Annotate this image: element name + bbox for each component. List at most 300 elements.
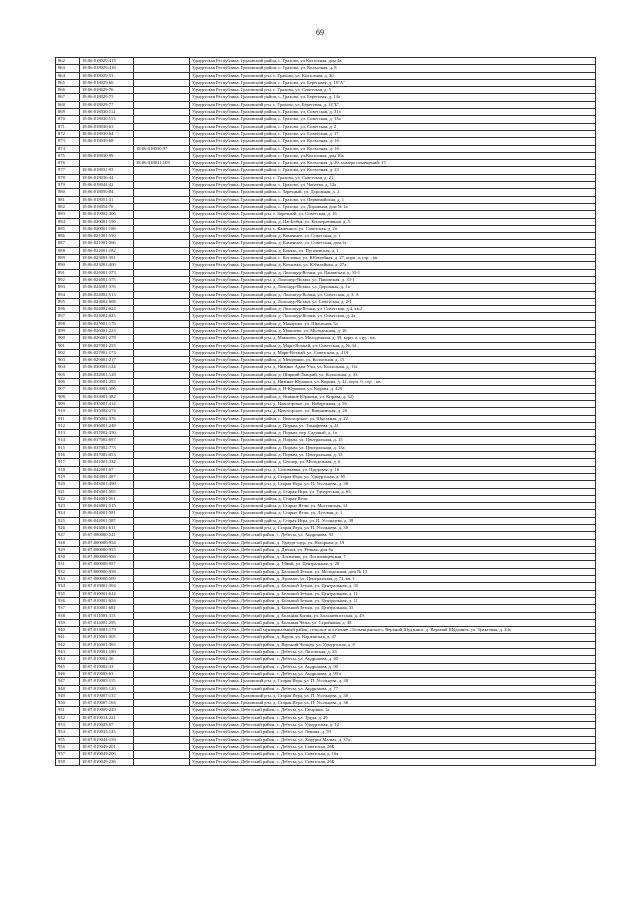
row-number-cell: 949 xyxy=(56,692,80,699)
cadastral-number-cell: 18:06:043001:487 xyxy=(80,473,134,480)
row-number-cell: 938 xyxy=(56,612,80,619)
parent-cadastral-cell xyxy=(134,65,190,72)
parent-cadastral-cell xyxy=(134,707,190,714)
address-cell: Удмуртская Республика, Дебесский район, д. Логачевщ, ул. Логачевщевская, 7 xyxy=(190,554,596,561)
table-row xyxy=(56,225,596,232)
address-cell: Удмуртская Республика, Дебесский район, с. Дебесы, ул. Советская, д. 16а xyxy=(190,751,596,758)
table-row xyxy=(56,488,596,495)
address-cell: Удмуртская Республика, Дебесский район, д. Большая Чёжа, ул. Стройкина, д. 38 xyxy=(190,619,596,626)
row-number-cell: 920 xyxy=(56,481,80,488)
cadastral-number-cell: 18:06:027001:173 xyxy=(80,349,134,356)
table-row xyxy=(56,517,596,524)
parent-cadastral-cell xyxy=(134,568,190,575)
address-cell: Удмуртская Республика, Граховский район, д. Мещеряки, ул. Колхозная, д. 15 xyxy=(190,357,596,364)
row-number-cell: 925 xyxy=(56,517,80,524)
cadastral-number-cell: 18:07:019002:30 xyxy=(80,656,134,663)
address-cell: Удмуртская Республика, Граховский район, д. Н-Юрашки, ул. Кирова, д. 42б xyxy=(190,386,596,393)
row-number-cell: 900 xyxy=(56,335,80,342)
parent-cadastral-cell xyxy=(134,743,190,750)
row-number-cell: 922 xyxy=(56,495,80,502)
table-row xyxy=(56,284,596,291)
cadastral-number-cell: 18:07:000000:954 xyxy=(80,539,134,546)
row-number-cell: 930 xyxy=(56,554,80,561)
table-row xyxy=(56,196,596,203)
table-row xyxy=(56,736,596,743)
table-row xyxy=(56,437,596,444)
table-row xyxy=(56,313,596,320)
parent-cadastral-cell xyxy=(134,408,190,415)
table-row xyxy=(56,634,596,641)
parent-cadastral-cell xyxy=(134,233,190,240)
row-number-cell: 915 xyxy=(56,444,80,451)
parent-cadastral-cell: 18:06:018030:97 xyxy=(134,145,190,152)
table-row xyxy=(56,393,596,400)
row-number-cell: 870 xyxy=(56,116,80,123)
row-number-cell: 945 xyxy=(56,663,80,670)
cadastral-number-cell: 18:06:043001:505 xyxy=(80,488,134,495)
address-cell: Удмуртская Республика, Дебесский район, с. Дебесы, ул. Советская, 26Б xyxy=(190,743,596,750)
table-row xyxy=(56,743,596,750)
table-row xyxy=(56,700,596,707)
parent-cadastral-cell xyxy=(134,583,190,590)
table-row xyxy=(56,568,596,575)
cadastral-number-cell: 18:07:019003:63 xyxy=(80,670,134,677)
address-cell: Удмуртская Республика, Граховский район, с. Грахово, ул. Колхозная, д. 20, номера помещений: 15 xyxy=(190,160,596,167)
table-row xyxy=(56,430,596,437)
row-number-cell: 881 xyxy=(56,196,80,203)
row-number-cell: 918 xyxy=(56,466,80,473)
row-number-cell: 919 xyxy=(56,473,80,480)
parent-cadastral-cell xyxy=(134,284,190,291)
table-row xyxy=(56,189,596,196)
row-number-cell: 891 xyxy=(56,269,80,276)
table-row xyxy=(56,627,596,634)
address-cell: Удмуртская Республика, Граховский р-н, с. Грахово, ул. Советская, д. 21 xyxy=(190,174,596,181)
table-row xyxy=(56,276,596,283)
parent-cadastral-cell xyxy=(134,415,190,422)
table-row xyxy=(56,182,596,189)
cadastral-number-cell: 18:07:019002:33 xyxy=(80,663,134,670)
cadastral-number-cell: 18:06:035002:274 xyxy=(80,408,134,415)
parent-cadastral-cell xyxy=(134,722,190,729)
cadastral-number-cell xyxy=(80,160,134,167)
cadastral-number-cell: 18:06:024002:608 xyxy=(80,298,134,305)
parent-cadastral-cell xyxy=(134,430,190,437)
parent-cadastral-cell xyxy=(134,276,190,283)
parent-cadastral-cell xyxy=(134,240,190,247)
table-row xyxy=(56,371,596,378)
row-number-cell: 907 xyxy=(56,386,80,393)
parent-cadastral-cell xyxy=(134,379,190,386)
address-cell: Удмуртская Республика, Граховский р-н, с. Грахово, ул. Береговая, д. 14"Б" xyxy=(190,101,596,108)
cadastral-number-cell: 18:06:035002:376 xyxy=(80,415,134,422)
parent-cadastral-cell xyxy=(134,306,190,313)
table-row xyxy=(56,590,596,597)
address-cell: Удмуртская Республика, Граховский район, д. Макарово, ул. Школьная, 3а xyxy=(190,320,596,327)
parent-cadastral-cell xyxy=(134,349,190,356)
address-cell: Удмуртская Республика, Дебесский район, с. Дебесы, ул. Удмуртская, д. 12 xyxy=(190,722,596,729)
registry-table xyxy=(55,57,596,766)
cadastral-number-cell: 18:07:019049:236 xyxy=(80,758,134,765)
address-cell: Удмуртская Республика, Граховский район, д. Каменное, ул. Советская, д. 1 xyxy=(190,233,596,240)
row-number-cell: 958 xyxy=(56,758,80,765)
table-row xyxy=(56,422,596,429)
table-row xyxy=(56,466,596,473)
cadastral-number-cell: 18:06:018029:53 xyxy=(80,72,134,79)
address-cell: Удмуртская Республика, Граховский район, д. Мари-Возжай, ул. Советская, д. № 34 xyxy=(190,342,596,349)
parent-cadastral-cell xyxy=(134,495,190,502)
parent-cadastral-cell xyxy=(134,758,190,765)
cadastral-number-cell: 18:06:020001:190 xyxy=(80,218,134,225)
cadastral-number-cell: 18:06:019002:306 xyxy=(80,211,134,218)
parent-cadastral-cell xyxy=(134,386,190,393)
parent-cadastral-cell xyxy=(134,641,190,648)
cadastral-number-cell: 18:07:000000:541 xyxy=(80,532,134,539)
row-number-cell: 906 xyxy=(56,379,80,386)
parent-cadastral-cell xyxy=(134,481,190,488)
page-number: 69 xyxy=(316,28,324,37)
row-number-cell: 898 xyxy=(56,320,80,327)
cadastral-number-cell: 18:06:018036:44 xyxy=(80,174,134,181)
parent-cadastral-cell xyxy=(134,678,190,685)
row-number-cell: 887 xyxy=(56,240,80,247)
cadastral-number-cell: 18:07:019007:163 xyxy=(80,700,134,707)
parent-cadastral-cell xyxy=(134,313,190,320)
table-row xyxy=(56,349,596,356)
cadastral-number-cell: 18:06:033001:293 xyxy=(80,379,134,386)
table-row xyxy=(56,298,596,305)
table-row xyxy=(56,576,596,583)
cadastral-number-cell: 18:06:022001:182 xyxy=(80,247,134,254)
cadastral-number-cell: 18:07:019025:97 xyxy=(80,722,134,729)
parent-cadastral-cell xyxy=(134,152,190,159)
parent-cadastral-cell xyxy=(134,692,190,699)
parent-cadastral-cell xyxy=(134,109,190,116)
parent-cadastral-cell xyxy=(134,422,190,429)
row-number-cell: 895 xyxy=(56,298,80,305)
row-number-cell: 889 xyxy=(56,255,80,262)
address-cell: Удмуртская Республика, Дебесский район, с. Дебесы, ул. Советская, 26Б xyxy=(190,758,596,765)
parent-cadastral-cell xyxy=(134,364,190,371)
cadastral-number-cell: 18:06:024001:375 xyxy=(80,276,134,283)
parent-cadastral-cell xyxy=(134,751,190,758)
row-number-cell: 929 xyxy=(56,546,80,553)
cadastral-number-cell: 18:07:010001:614 xyxy=(80,590,134,597)
cadastral-number-cell: 18:06:018030:68 xyxy=(80,138,134,145)
parent-cadastral-cell xyxy=(134,525,190,532)
cadastral-number-cell: 18:06:030001:124 xyxy=(80,364,134,371)
address-cell: Удмуртская Республика, Граховский район, д. Ширкий Лъюрий, ул. Колхозная, д. 33 xyxy=(190,371,596,378)
address-cell: Удмуртская Республика, Граховский район, с. Грахово, ул. Советская, д. 17 xyxy=(190,130,596,137)
row-number-cell: 882 xyxy=(56,203,80,210)
address-cell: Удмуртская Республика, Граховский р-н, д. Нижние Адам-Учи, ул. Колхозная, д. 11а xyxy=(190,364,596,371)
table-row xyxy=(56,400,596,407)
table-row xyxy=(56,269,596,276)
cadastral-number-cell: 18:06:026001:278 xyxy=(80,335,134,342)
address-cell: Удмуртская Республика, Граховский р-н, д. Старая Игра, ул. П. Усольцева, д. 38 xyxy=(190,700,596,707)
parent-cadastral-cell xyxy=(134,546,190,553)
parent-cadastral-cell xyxy=(134,79,190,86)
address-cell: Удмуртская Республика, Дебесский район, с. Дебесы, ул. Литовская, д. 23 xyxy=(190,649,596,656)
cadastral-number-cell: 18:06:018029:66 xyxy=(80,79,134,86)
table-row xyxy=(56,203,596,210)
row-number-cell: 936 xyxy=(56,597,80,604)
row-number-cell: 951 xyxy=(56,707,80,714)
cadastral-number-cell: 18:07:019049:201 xyxy=(80,743,134,750)
table-row xyxy=(56,101,596,108)
cadastral-number-cell: 18:06:044001:515 xyxy=(80,503,134,510)
table-row xyxy=(56,211,596,218)
row-number-cell: 879 xyxy=(56,182,80,189)
row-number-cell: 928 xyxy=(56,539,80,546)
row-number-cell: 955 xyxy=(56,736,80,743)
parent-cadastral-cell xyxy=(134,116,190,123)
row-number-cell: 957 xyxy=(56,751,80,758)
parent-cadastral-cell xyxy=(134,255,190,262)
address-cell: Удмуртская Республика, Граховский район, д. Порым, ул. Центральная, д. 15 xyxy=(190,437,596,444)
address-cell: Удмуртская Республика, Граховский район, д. Конязь, ул. Пугачевская, д. 1 xyxy=(190,247,596,254)
parent-cadastral-cell xyxy=(134,532,190,539)
parent-cadastral-cell xyxy=(134,627,190,634)
address-cell: Удмуртская Республика, Граховский район, с. Грахово, ул. Береговая, д. 14а xyxy=(190,94,596,101)
row-number-cell: 894 xyxy=(56,291,80,298)
cadastral-number-cell: 18:06:018051:31 xyxy=(80,196,134,203)
parent-cadastral-cell xyxy=(134,203,190,210)
address-cell: Удмуртская Республика, Граховский р-н, с. Грахово, ул. Советская, д. 5 xyxy=(190,87,596,94)
parent-cadastral-cell xyxy=(134,291,190,298)
parent-cadastral-cell xyxy=(134,167,190,174)
address-cell: Удмуртская Республика, Граховский район, с. Грахово, ул. Колхозная, д. 23 xyxy=(190,167,596,174)
row-number-cell: 869 xyxy=(56,109,80,116)
address-cell: Удмуртская Республика, Дебесский район, д. Удмурт-шур, ул. Нагорная, д. 19 xyxy=(190,539,596,546)
table-row xyxy=(56,342,596,349)
parent-cadastral-cell xyxy=(134,619,190,626)
table-row xyxy=(56,539,596,546)
address-cell: Удмуртская Республика, Граховский район, с. Грахово, ул. Колхозная, д. 16 xyxy=(190,138,596,145)
address-cell: Удмуртская Республика, Граховский район, с. Грахово, ул. Колхозная, д. 8 xyxy=(190,65,596,72)
parent-cadastral-cell xyxy=(134,393,190,400)
row-number-cell: 952 xyxy=(56,714,80,721)
table-row xyxy=(56,619,596,626)
row-number-cell: 886 xyxy=(56,233,80,240)
parent-cadastral-cell xyxy=(134,189,190,196)
table-row xyxy=(56,473,596,480)
table-row xyxy=(56,123,596,130)
address-cell: Удмуртская Республика, Граховский район, д. Порым, ул. Центральная, д. 13а xyxy=(190,444,596,451)
row-number-cell: 866 xyxy=(56,87,80,94)
parent-cadastral-cell xyxy=(134,94,190,101)
address-cell: Удмуртская Республика, Граховский район, д. Сеппер, ул. Молодежная, д. 6 xyxy=(190,459,596,466)
row-number-cell: 950 xyxy=(56,700,80,707)
cadastral-number-cell: 18:07:019009:229 xyxy=(80,707,134,714)
address-cell: Удмуртская Республика, Граховский район, д. Старая Игра, ул. П. Усольцева, д. 38 xyxy=(190,517,596,524)
cadastral-number-cell: 18:06:041001:332 xyxy=(80,459,134,466)
cadastral-number-cell: 18:06:044001:561 xyxy=(80,495,134,502)
table-row xyxy=(56,444,596,451)
address-cell: Удмуртская Республика, Дебесский район, с. Дебесы, ул. Андронова, 93 xyxy=(190,532,596,539)
cadastral-number-cell: 18:06:033001:306 xyxy=(80,386,134,393)
table-row xyxy=(56,145,596,152)
parent-cadastral-cell xyxy=(134,182,190,189)
parent-cadastral-cell xyxy=(134,298,190,305)
address-cell: Удмуртская Республика, Граховский район, д. Лолошур-Возжи, ул. Советская, д.4, кв.2 xyxy=(190,306,596,313)
table-row xyxy=(56,532,596,539)
address-cell: Удмуртская Республика, Граховский р-н, д. Нижние Юрашки, ул. Кирова, д. 42, корп. б, стр. , кв. xyxy=(190,379,596,386)
parent-cadastral-cell xyxy=(134,736,190,743)
row-number-cell: 932 xyxy=(56,568,80,575)
cadastral-number-cell: 18:06:037002:773 xyxy=(80,444,134,451)
row-number-cell: 954 xyxy=(56,729,80,736)
table-row xyxy=(56,452,596,459)
row-number-cell: 916 xyxy=(56,452,80,459)
cadastral-number-cell: 18:06:037002:350 xyxy=(80,430,134,437)
cadastral-number-cell: 18:07:019001:180 xyxy=(80,649,134,656)
address-cell: Удмуртская Республика, Граховский р-н, с. Заречный, ул. Советская, д. 16 xyxy=(190,211,596,218)
table-row xyxy=(56,692,596,699)
table-row xyxy=(56,663,596,670)
table-row xyxy=(56,357,596,364)
address-cell: Удмуртская Республика, Граховский район, д. Иж-Бобья, ул. Кооперативная, д. 5 xyxy=(190,218,596,225)
table-row xyxy=(56,320,596,327)
parent-cadastral-cell xyxy=(134,437,190,444)
cadastral-number-cell: 18:06:018029:418 xyxy=(80,65,134,72)
row-number-cell: 896 xyxy=(56,306,80,313)
cadastral-number-cell: 18:07:019007:137 xyxy=(80,692,134,699)
table-row xyxy=(56,291,596,298)
table-row xyxy=(56,240,596,247)
address-cell: Удмуртская Республика, Граховский район, д. Лолошур-Возжи, ул. Советская, д. 2а xyxy=(190,313,596,320)
address-cell: Удмуртская Республика, Граховский район, д. Старые Ятчи, ул. Луговая, д. 1 xyxy=(190,510,596,517)
table-row xyxy=(56,174,596,181)
address-cell: Удмуртская Республика, Граховский р-н, д. Новогорское, ул. Набережная, д. 56 xyxy=(190,400,596,407)
address-cell: Удмуртская Республика, Граховский район, д. Котловка, ул. Юбилейная, д. 27а xyxy=(190,262,596,269)
row-number-cell: 926 xyxy=(56,525,80,532)
address-cell: Удмуртская Республика, Граховский район, д. Порым, ул. Тимофеева, д. 41 xyxy=(190,422,596,429)
table-row xyxy=(56,495,596,502)
parent-cadastral-cell xyxy=(134,605,190,612)
table-row xyxy=(56,758,596,765)
row-number-cell: 941 xyxy=(56,634,80,641)
row-number-cell: 924 xyxy=(56,510,80,517)
cadastral-number-cell: 18:06:024001:376 xyxy=(80,284,134,291)
parent-cadastral-cell xyxy=(134,554,190,561)
table-row xyxy=(56,306,596,313)
parent-cadastral-cell xyxy=(134,72,190,79)
address-cell: Удмуртская Республика, Дебесский район, с. Дебесы, ул. Андронова, д. 40 xyxy=(190,656,596,663)
parent-cadastral-cell xyxy=(134,517,190,524)
parent-cadastral-cell xyxy=(134,335,190,342)
parent-cadastral-cell xyxy=(134,327,190,334)
address-cell: Удмуртская Республика, Граховский р-н, д. Старая Игра, ул. П. Усольцева, д. 38 xyxy=(190,692,596,699)
parent-cadastral-cell xyxy=(134,269,190,276)
table-row xyxy=(56,678,596,685)
parent-cadastral-cell xyxy=(134,597,190,604)
row-number-cell: 899 xyxy=(56,327,80,334)
row-number-cell: 884 xyxy=(56,218,80,225)
table-row xyxy=(56,65,596,72)
parent-cadastral-cell xyxy=(134,357,190,364)
cadastral-number-cell: 18:06:024002:513 xyxy=(80,291,134,298)
cadastral-number-cell: 18:06:018029:75 xyxy=(80,94,134,101)
parent-cadastral-cell xyxy=(134,211,190,218)
address-cell: Удмуртская Республика, Граховский район, д. Старая Игра, ул. Удмуртская, д. 65 xyxy=(190,488,596,495)
row-number-cell: 872 xyxy=(56,130,80,137)
parent-cadastral-cell xyxy=(134,218,190,225)
address-cell: Удмуртская Республика, Дебесский район, д. Уйвай, ул. Центральная, д. 28 xyxy=(190,561,596,568)
table-row xyxy=(56,364,596,371)
table-row xyxy=(56,87,596,94)
table-row xyxy=(56,685,596,692)
parent-cadastral-cell xyxy=(134,576,190,583)
table-row xyxy=(56,160,596,167)
address-cell: Удмуртская Республика, Граховский район, д. Старая Ятчи xyxy=(190,495,596,502)
row-number-cell: 953 xyxy=(56,722,80,729)
address-cell: Удмуртская Республика, Граховский район, с. Грахово, ул. Советская, д. 31а xyxy=(190,109,596,116)
row-number-cell: 875 xyxy=(56,152,80,159)
row-number-cell: 912 xyxy=(56,422,80,429)
parent-cadastral-cell xyxy=(134,400,190,407)
table-row xyxy=(56,58,596,65)
address-cell: Удмуртская Республика, Граховский р-н, д. Старая Игра, ул. П. Усольцева, д. 38 xyxy=(190,678,596,685)
address-cell: Удмуртская Республика, Граховский район, д. Нижние Юрашки, ул. Кирова, д. 42) xyxy=(190,393,596,400)
parent-cadastral-cell xyxy=(134,196,190,203)
cadastral-number-cell: 18:06:043001:490 xyxy=(80,481,134,488)
table-row xyxy=(56,415,596,422)
table-row xyxy=(56,510,596,517)
row-number-cell: 923 xyxy=(56,503,80,510)
parent-cadastral-cell xyxy=(134,459,190,466)
table-row xyxy=(56,670,596,677)
row-number-cell: 876 xyxy=(56,160,80,167)
table-row xyxy=(56,554,596,561)
parent-cadastral-cell xyxy=(134,612,190,619)
cadastral-number-cell: 18:06:025001:176 xyxy=(80,320,134,327)
parent-cadastral-cell xyxy=(134,123,190,130)
table-row xyxy=(56,525,596,532)
row-number-cell: 904 xyxy=(56,364,80,371)
cadastral-number-cell: 18:06:023001:400 xyxy=(80,262,134,269)
parent-cadastral-cell xyxy=(134,130,190,137)
parent-cadastral-cell xyxy=(134,503,190,510)
row-number-cell: 901 xyxy=(56,342,80,349)
cadastral-number-cell: 18:06:018030:64 xyxy=(80,130,134,137)
table-row xyxy=(56,379,596,386)
parent-cadastral-cell xyxy=(134,87,190,94)
row-number-cell: 908 xyxy=(56,393,80,400)
address-cell: Удмуртская Республика, Дебесский район, с. Дебесы, ул. Андронова, д. 90 xyxy=(190,663,596,670)
parent-cadastral-cell: 18:06:018031:103 xyxy=(134,160,190,167)
row-number-cell: 917 xyxy=(56,459,80,466)
cadastral-number-cell: 18:07:019035:125 xyxy=(80,729,134,736)
address-cell: Удмуртская Республика, Граховский р-н, д. Мари-Возжай, ул. Советская, д. 41А xyxy=(190,349,596,356)
address-cell: Удмуртская Республика, Граховский район, д. Каменное, ул. Советская, дом 1а xyxy=(190,240,596,247)
parent-cadastral-cell xyxy=(134,700,190,707)
table-row xyxy=(56,714,596,721)
row-number-cell: 921 xyxy=(56,488,80,495)
table-row xyxy=(56,481,596,488)
address-cell: Удмуртская Республика, Дебесский район, д. Большой Зетым, ул. Центральная, 35 xyxy=(190,605,596,612)
address-cell: Удмуртская Республика, Граховский район, д. Порым, ул. Центральная, д. 13 xyxy=(190,452,596,459)
row-number-cell: 864 xyxy=(56,72,80,79)
table-row xyxy=(56,152,596,159)
table-row xyxy=(56,116,596,123)
table-row xyxy=(56,605,596,612)
cadastral-number-cell: 18:06:021001:566 xyxy=(80,240,134,247)
address-cell: Удмуртская Республика, Граховский район, с. Грахово, ул. Первомайская, д. 1 xyxy=(190,196,596,203)
cadastral-number-cell: 18:06:024001:373 xyxy=(80,269,134,276)
row-number-cell: 877 xyxy=(56,167,80,174)
table-row xyxy=(56,459,596,466)
